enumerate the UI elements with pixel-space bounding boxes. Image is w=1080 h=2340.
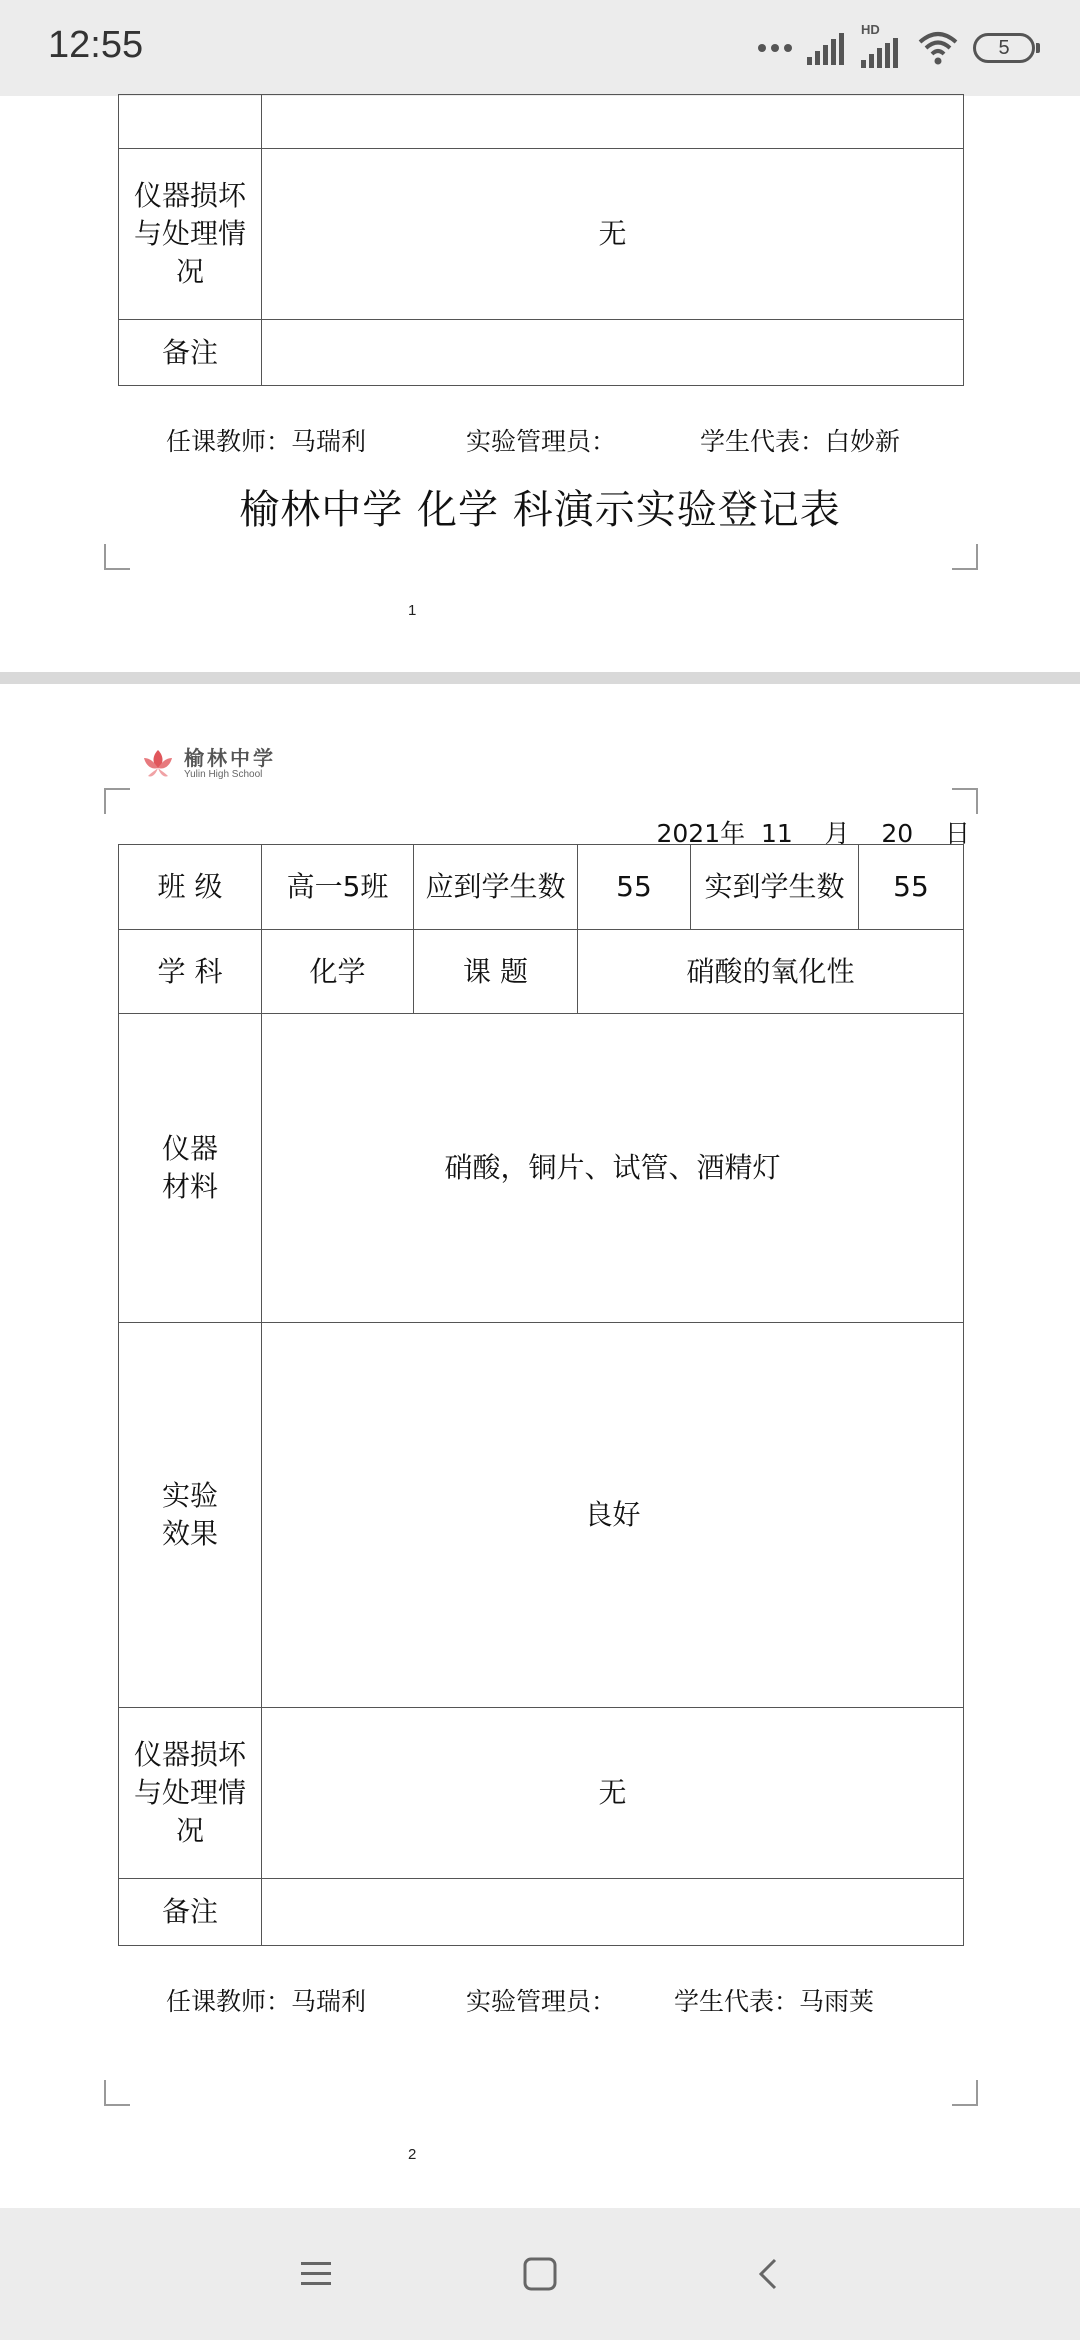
page-number: 2 — [408, 2146, 417, 2163]
wifi-icon — [917, 31, 959, 65]
document-date: 2021年 11 月 20 日 — [656, 819, 970, 848]
table-row — [119, 1014, 964, 1323]
page-corner-mark — [104, 544, 130, 570]
remarks-value — [262, 320, 964, 386]
table-row — [119, 95, 964, 149]
menu-button[interactable] — [286, 2244, 346, 2304]
page1-table — [118, 94, 964, 386]
topic-label: 课 题 — [414, 930, 578, 1014]
teacher-signature: 任课教师：马瑞利 — [166, 427, 367, 456]
school-emblem-icon — [138, 746, 178, 782]
logo-cn-text: 榆林中学 — [184, 746, 276, 770]
damage-label: 仪器损坏与处理情况 — [119, 1708, 262, 1879]
remarks-value — [262, 1879, 964, 1946]
page-corner-mark — [952, 544, 978, 570]
table-row — [119, 1708, 964, 1879]
damage-value: 无 — [262, 149, 964, 320]
status-icons — [757, 22, 1040, 68]
subject-label: 学 科 — [119, 930, 262, 1014]
remarks-label: 备注 — [119, 320, 262, 386]
table-row — [119, 149, 964, 320]
signature-line — [118, 1982, 963, 2022]
back-icon — [757, 2257, 779, 2291]
damage-value: 无 — [262, 1708, 964, 1879]
document-page-2 — [0, 684, 1080, 2208]
battery-icon — [973, 33, 1040, 63]
battery-level: 5 — [998, 36, 1010, 59]
status-bar — [0, 0, 1080, 96]
signature-line — [118, 422, 963, 462]
signal-icon — [807, 31, 847, 65]
document-title: 榆林中学 化学 科演示实验登记表 — [239, 487, 841, 533]
table-row — [119, 1879, 964, 1946]
admin-signature: 实验管理员： — [466, 1987, 617, 2016]
table-row — [119, 320, 964, 386]
page-corner-mark — [952, 788, 978, 814]
document-page-1 — [0, 96, 1080, 672]
effect-label: 实验效果 — [119, 1323, 262, 1708]
back-button[interactable] — [738, 2244, 798, 2304]
table-row — [119, 930, 964, 1014]
page-corner-mark — [104, 788, 130, 814]
more-dots-icon — [757, 42, 793, 54]
expected-value: 55 — [578, 845, 691, 930]
materials-label: 仪器材料 — [119, 1014, 262, 1323]
network-label: HD — [861, 22, 880, 37]
table-row — [119, 845, 964, 930]
home-button[interactable] — [510, 2244, 570, 2304]
logo-en-text: Yulin High School — [184, 769, 263, 780]
class-label: 班 级 — [119, 845, 262, 930]
effect-value: 良好 — [262, 1323, 964, 1708]
expected-label: 应到学生数 — [414, 845, 578, 930]
remarks-label: 备注 — [119, 1879, 262, 1946]
subject-value: 化学 — [262, 930, 414, 1014]
actual-value: 55 — [859, 845, 964, 930]
materials-value: 硝酸，铜片、试管、酒精灯 — [262, 1014, 964, 1323]
school-logo — [138, 746, 276, 782]
actual-label: 实到学生数 — [691, 845, 859, 930]
teacher-signature: 任课教师：马瑞利 — [166, 1987, 367, 2016]
signal-hd-icon — [861, 22, 903, 68]
menu-icon — [299, 2259, 333, 2289]
navigation-bar — [0, 2208, 1080, 2340]
table-cell — [119, 95, 262, 149]
page-corner-mark — [104, 2080, 130, 2106]
home-icon — [523, 2257, 557, 2291]
student-signature: 学生代表：马雨荚 — [674, 1987, 875, 2016]
table-row — [119, 1323, 964, 1708]
page-corner-mark — [952, 2080, 978, 2106]
damage-label: 仪器损坏与处理情况 — [119, 149, 262, 320]
topic-value: 硝酸的氧化性 — [578, 930, 964, 1014]
student-signature: 学生代表：白妙新 — [700, 427, 901, 456]
page-number: 1 — [408, 602, 417, 619]
table-cell — [262, 95, 964, 149]
experiment-table — [118, 844, 964, 1946]
admin-signature: 实验管理员： — [466, 427, 617, 456]
status-time: 12:55 — [48, 24, 144, 66]
class-value: 高一5班 — [262, 845, 414, 930]
